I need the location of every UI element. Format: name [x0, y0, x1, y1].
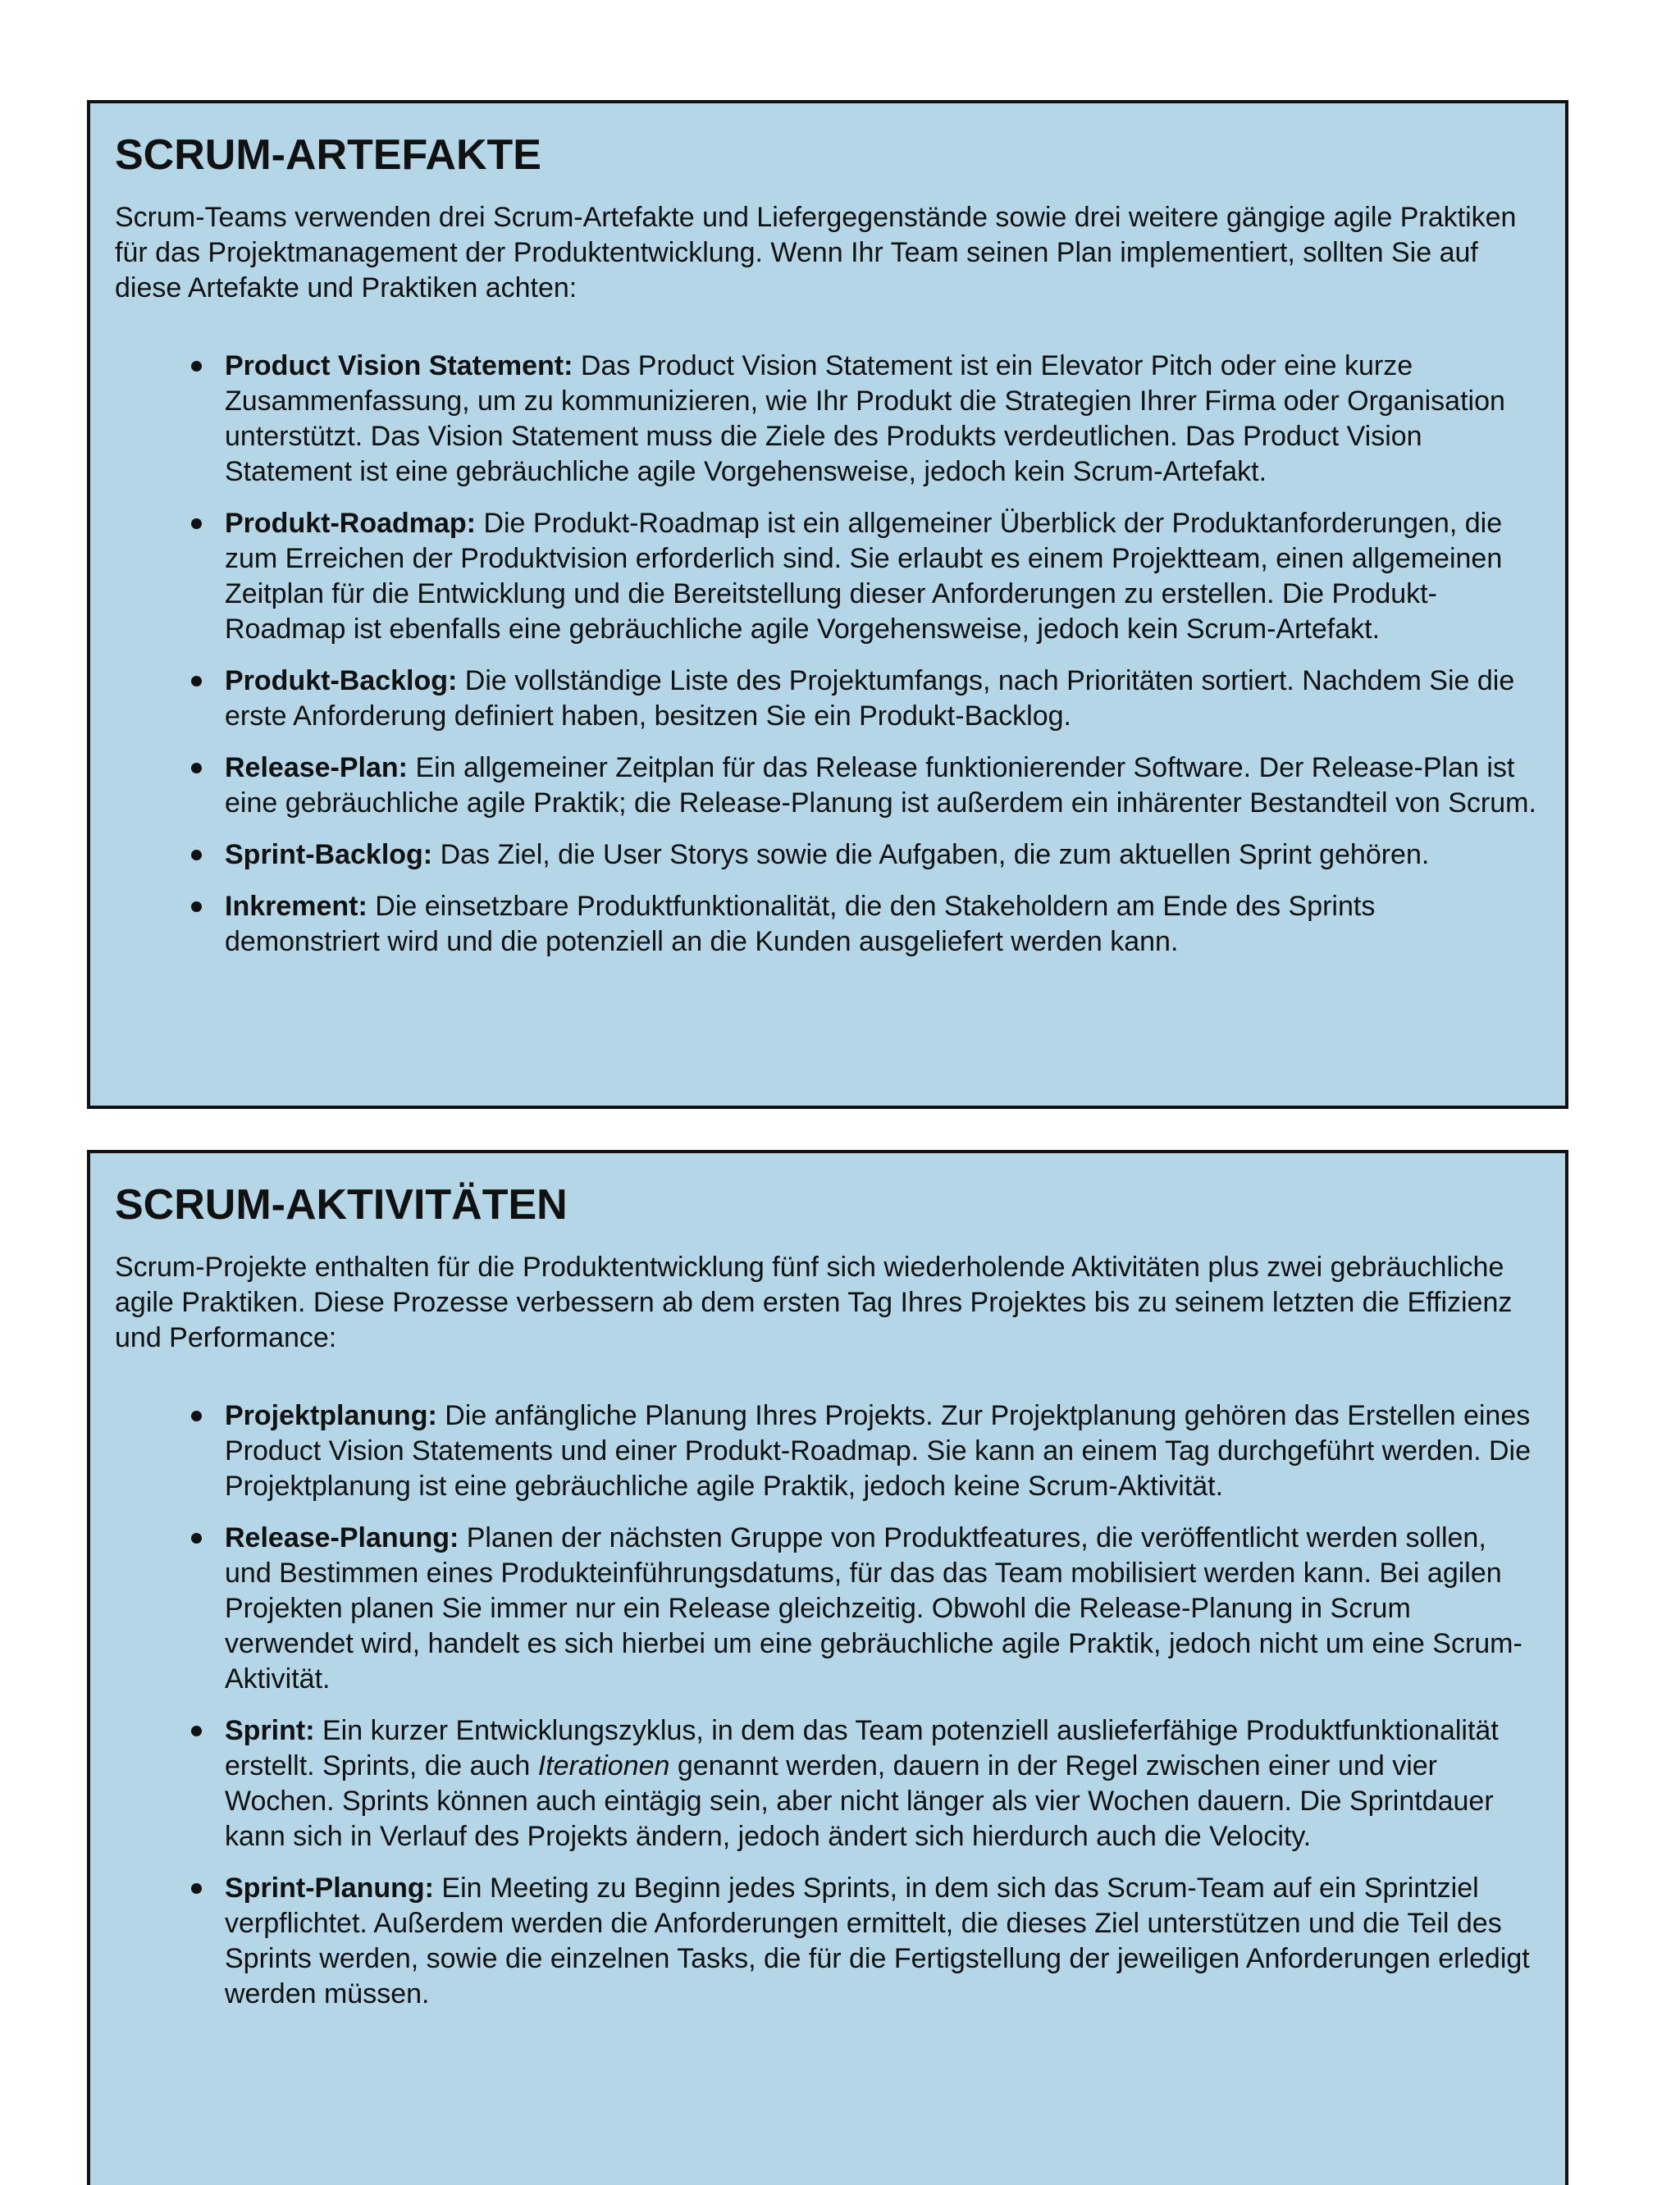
item-text: Die einsetzbare Produktfunktionalität, die den Stakeholdern am Ende des Sprints demonstriert wird und die potenziell an die Kunden ausgeliefert werden kann.: [225, 891, 1376, 957]
item-term: Product Vision Statement:: [225, 350, 573, 381]
item-text: Die anfängliche Planung Ihres Projekts. Zur Projektplanung gehören das Erstellen eines Product Vision Statements und einer Produkt-Roadmap. Sie kann an einem Tag durchgeführt werden. Die Projektplanung ist eine gebräuchliche agile Praktik, jedoch keine Scrum-Aktivität.: [225, 1400, 1532, 1502]
item-term: Sprint-Backlog:: [225, 839, 433, 870]
bullet-icon: [191, 901, 202, 912]
aktivitaeten-list: [115, 1398, 1537, 2012]
list-item: [225, 1398, 1537, 1504]
list-item: [225, 349, 1537, 490]
list-item: [225, 889, 1537, 960]
section-intro: Scrum-Teams verwenden drei Scrum-Artefakte und Liefergegenstände sowie drei weitere gängige agile Praktiken für das Projektmanagement der Produktentwicklung. Wenn Ihr Team seinen Plan implementiert, sollten Sie auf diese Artefakte und Praktiken achten:: [115, 202, 1517, 303]
bullet-icon: [191, 1411, 202, 1421]
item-text: Das Ziel, die User Storys sowie die Aufgaben, die zum aktuellen Sprint gehören.: [432, 839, 1430, 870]
scrum-aktivitaeten-box: [87, 1150, 1568, 2185]
item-text: Ein allgemeiner Zeitplan für das Release funktionierender Software. Der Release-Plan ist eine gebräuchliche agile Praktik; die Release-Planung ist außerdem ein inhärenter Bestandteil von Scrum.: [225, 752, 1536, 819]
item-term: Produkt-Backlog:: [225, 665, 458, 696]
item-term: Release-Planung:: [225, 1522, 459, 1553]
list-item: [225, 837, 1537, 873]
item-text: Die Produkt-Roadmap ist ein allgemeiner Überblick der Produktanforderungen, die zum Erreichen der Produktvision erforderlich sind. Sie erlaubt es einem Projektteam, einen allgemeinen Zeitplan für die Entwicklung und die Bereitstellung dieser Anforderungen zu erstellen. Die Produkt-Roadmap ist ebenfalls eine gebräuchliche agile Vorgehensweise, jedoch kein Scrum-Artefakt.: [225, 508, 1503, 645]
scrum-artefakte-box: [87, 100, 1568, 1109]
list-item: [225, 1713, 1537, 1854]
bullet-icon: [191, 850, 202, 860]
item-term: Sprint-Planung:: [225, 1873, 434, 1904]
list-item: [225, 1521, 1537, 1697]
item-text: Ein Meeting zu Beginn jedes Sprints, in dem sich das Scrum-Team auf ein Sprintziel verpflichtet. Außerdem werden die Anforderungen ermittelt, die dieses Ziel unterstützen und die Teil des Sprints werden, sowie die einzelnen Tasks, die für die Fertigstellung der jeweiligen Anforderungen erledigt werden müssen.: [225, 1873, 1530, 2009]
bullet-icon: [191, 763, 202, 773]
item-text: Das Product Vision Statement ist ein Elevator Pitch oder eine kurze Zusammenfassung, um zu kommunizieren, wie Ihr Produkt die Strategien Ihrer Firma oder Organisation unterstützt. Das Vision Statement muss die Ziele des Produkts verdeutlichen. Das Product Vision Statement ist eine gebräuchliche agile Vorgehensweise, jedoch kein Scrum-Artefakt.: [225, 350, 1505, 487]
section-intro: Scrum-Projekte enthalten für die Produktentwicklung fünf sich wiederholende Aktivitäten plus zwei gebräuchliche agile Praktiken. Diese Prozesse verbessern ab dem ersten Tag Ihres Projektes bis zu seinem letzten die Effizienz und Performance:: [115, 1252, 1513, 1353]
section-title: SCRUM-AKTIVITÄTEN: [115, 1181, 568, 1229]
item-term: Produkt-Roadmap:: [225, 508, 476, 539]
list-item: [225, 750, 1537, 821]
bullet-icon: [191, 518, 202, 529]
bullet-icon: [191, 1726, 202, 1736]
bullet-icon: [191, 361, 202, 372]
bullet-icon: [191, 1533, 202, 1544]
item-term: Inkrement:: [225, 891, 368, 922]
list-item: [225, 664, 1537, 734]
artefakte-list: [115, 349, 1537, 960]
item-text: Planen der nächsten Gruppe von Produktfeatures, die veröffentlicht werden sollen, und Bestimmen eines Produkteinführungsdatums, für das das Team mobilisiert werden kann. Bei agilen Projekten planen Sie immer nur ein Release gleichzeitig. Obwohl die Release-Planung in Scrum verwendet wird, handelt es sich hierbei um eine gebräuchliche agile Praktik, jedoch nicht um eine Scrum-Aktivität.: [225, 1522, 1522, 1695]
item-term: Projektplanung:: [225, 1400, 437, 1431]
item-term: Release-Plan:: [225, 752, 408, 783]
item-text: Ein kurzer Entwicklungszyklus, in dem das Team potenziell auslieferfähige Produktfunktionalität erstellt. Sprints, die auch: [225, 1715, 1499, 1781]
list-item: [225, 1871, 1537, 2012]
bullet-icon: [191, 676, 202, 687]
section-title: SCRUM-ARTEFAKTE: [115, 131, 541, 179]
bullet-icon: [191, 1883, 202, 1894]
item-text: Die vollständige Liste des Projektumfangs, nach Prioritäten sortiert. Nachdem Sie die erste Anforderung definiert haben, besitzen Sie ein Produkt-Backlog.: [225, 665, 1515, 732]
item-text: genannt werden, dauern in der Regel zwischen einer und vier Wochen. Sprints können auch eintägig sein, aber nicht länger als vier Wochen dauern. Die Sprintdauer kann sich in Verlauf des Projekts ändern, jedoch ändert sich hierdurch auch die Velocity.: [225, 1750, 1494, 1852]
item-term: Sprint:: [225, 1715, 315, 1746]
item-italic-term: Iterationen: [537, 1750, 670, 1781]
list-item: [225, 506, 1537, 647]
